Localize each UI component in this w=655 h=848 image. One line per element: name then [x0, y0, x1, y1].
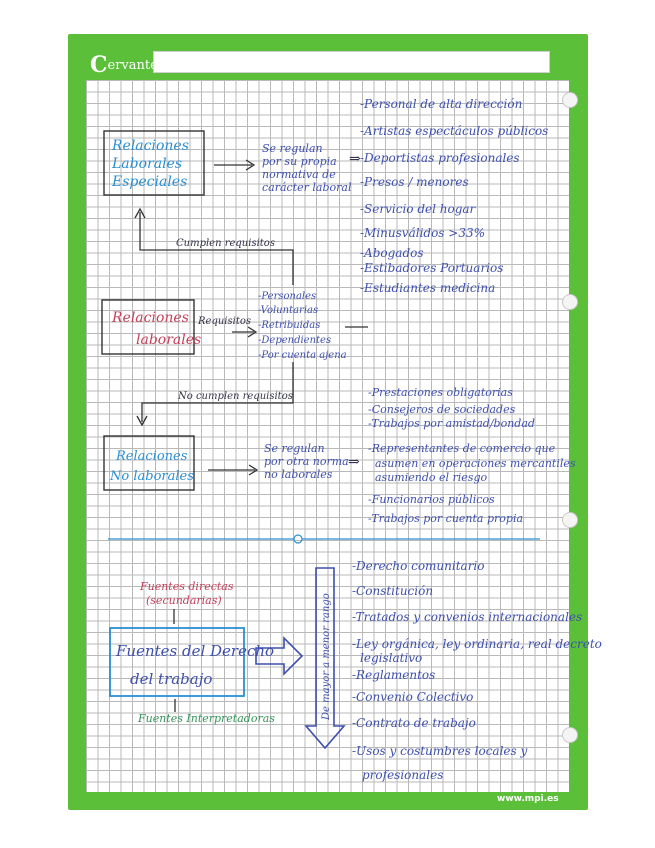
requisitos-list: [258, 291, 347, 361]
list-item: -Usos y costumbres locales y: [352, 744, 528, 758]
list-item: -Constitución: [352, 584, 434, 598]
fuentes-directas-label: Fuentes directas (secundarias): [140, 580, 234, 607]
regulan2-text: Se regulan por otra norma no laborales: [264, 442, 349, 481]
logo-initial: C: [90, 52, 108, 78]
fuentes-list: [352, 559, 602, 782]
list-item: -Por cuenta ajena: [258, 350, 347, 361]
list-item: -Estudiantes medicina: [360, 281, 496, 295]
regulan-text: Se regulan por su propia normativa de carácter laboral: [262, 142, 352, 194]
especiales-list: [360, 97, 548, 295]
list-item: legislativo: [360, 651, 423, 665]
box-especiales-text: Relaciones Laborales Especiales: [112, 138, 189, 190]
list-item: -Tratados y convenios internacionales: [352, 610, 583, 624]
list-item: -Prestaciones obligatorias: [368, 386, 513, 399]
website-label: www.mpi.es: [497, 794, 559, 804]
list-item: -Reglamentos: [352, 668, 436, 682]
list-item: -Personales: [258, 291, 317, 302]
list-item: asumiendo el riesgo: [375, 471, 488, 484]
list-item: -Derecho comunitario: [352, 559, 485, 573]
list-item: profesionales: [362, 768, 444, 782]
list-item: -Personal de alta dirección: [360, 97, 523, 111]
list-item: -Presos / menores: [360, 175, 469, 189]
list-item: -Abogados: [360, 246, 424, 260]
list-item: -Contrato de trabajo: [352, 716, 476, 730]
cumplen-label: Cumplen requisitos: [176, 238, 275, 249]
logo-text: ervantes: [107, 58, 165, 73]
requisitos-label: Requisitos: [198, 316, 251, 327]
no-cumplen-label: No cumplen requisitos: [178, 391, 293, 402]
list-item: -Dependientes: [258, 335, 332, 346]
list-item: -Representantes de comercio que: [368, 442, 556, 455]
list-item: -Ley orgánica, ley ordinaria, real decreto: [352, 637, 602, 651]
fuentes-interpretadoras-label: Fuentes Interpretadoras: [138, 712, 275, 725]
list-item: -Estibadores Portuarios: [360, 261, 504, 275]
box-fuentes-text: Fuentes del Derecho del trabajo: [116, 642, 275, 688]
rango-label: De mayor a menor rango: [321, 593, 332, 720]
list-item: -Funcionarios públicos: [368, 493, 495, 506]
list-item: -Trabajos por amistad/bondad: [368, 417, 535, 430]
box-no-laborales-text: Relaciones No laborales: [110, 449, 194, 484]
list-item: -Consejeros de sociedades: [368, 403, 516, 416]
list-item: -Minusválidos >33%: [360, 226, 486, 240]
list-item: -Retribuidas: [258, 320, 321, 331]
list-item: asumen en operaciones mercantiles: [375, 457, 576, 470]
list-item: -Trabajos por cuenta propia: [368, 512, 524, 525]
list-item: -Deportistas profesionales: [360, 151, 520, 165]
implies-icon: ⇒: [348, 454, 360, 470]
box-laborales-text: Relaciones laborales: [112, 310, 202, 348]
implies-icon: ⇒: [349, 151, 361, 167]
list-item: -Convenio Colectivo: [352, 690, 474, 704]
logo-trademark: ®: [164, 57, 172, 65]
no-laborales-list: [368, 386, 576, 525]
divider-circle-icon: [294, 535, 302, 543]
list-item: -Servicio del hogar: [360, 202, 476, 216]
list-item: -Voluntarias: [258, 305, 319, 316]
list-item: -Artistas espectáculos públicos: [360, 124, 549, 138]
